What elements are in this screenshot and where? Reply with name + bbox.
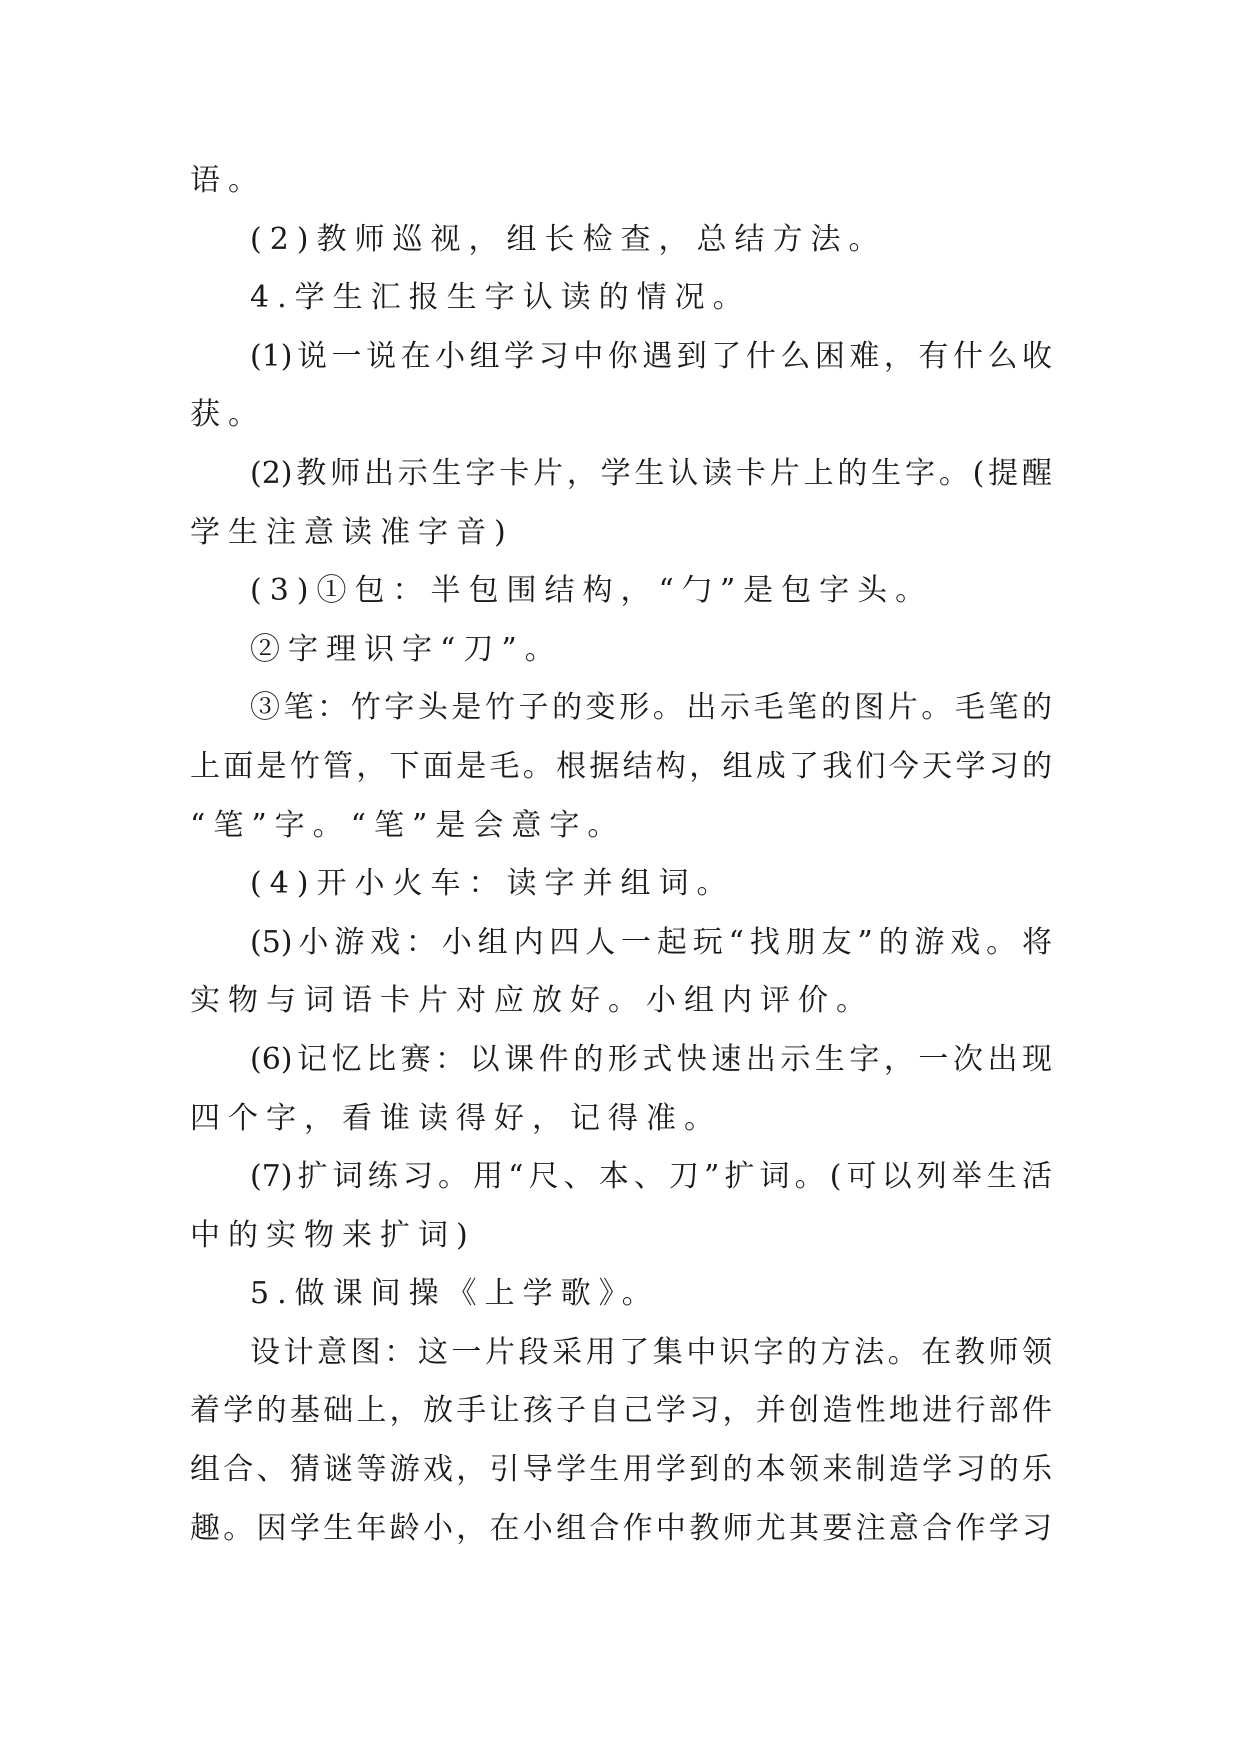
text-line: 实物与词语卡片对应放好。小组内评价。 — [190, 983, 874, 1019]
text-line: (2)教师出示生字卡片，学生认读卡片上的生字。(提醒 — [250, 455, 1052, 491]
text-line: ③笔：竹字头是竹子的变形。出示毛笔的图片。毛笔的 — [250, 690, 1052, 726]
text-line: 4.学生汇报生字认读的情况。 — [250, 280, 751, 316]
text-line: 语。 — [190, 163, 266, 198]
text-line: (5)小游戏：小组内四人一起玩“找朋友”的游戏。将 — [250, 924, 1052, 960]
text-line: “笔”字。“笔”是会意字。 — [190, 807, 626, 843]
text-line: (1)说一说在小组学习中你遇到了什么困难，有什么收 — [250, 338, 1052, 374]
text-line: 中的实物来扩词) — [190, 1217, 476, 1253]
text-line: 5.做课间操《上学歌》。 — [250, 1276, 660, 1312]
text-line: 设计意图：这一片段采用了集中识字的方法。在教师领 — [250, 1334, 1052, 1370]
text-line: ②字理识字“刀”。 — [250, 631, 563, 667]
text-line: 组合、猜谜等游戏，引导学生用学到的本领来制造学习的乐 — [190, 1452, 1052, 1488]
text-line: (4)开小火车：读字并组词。 — [250, 866, 735, 902]
text-line: 上面是竹管，下面是毛。根据结构，组成了我们今天学习的 — [190, 748, 1052, 784]
text-line: 四个字，看谁读得好，记得准。 — [190, 1100, 722, 1136]
text-line: 学生注意读准字音) — [190, 514, 514, 550]
text-line: (3)①包：半包围结构，“勹”是包字头。 — [250, 573, 934, 609]
text-line: (2)教师巡视，组长检查，总结方法。 — [250, 221, 887, 257]
text-line: (6)记忆比赛：以课件的形式快速出示生字，一次出现 — [250, 1041, 1052, 1077]
text-line: (7)扩词练习。用“尺、本、刀”扩词。(可以列举生活 — [250, 1159, 1052, 1195]
document-page — [190, 152, 1052, 1558]
text-line: 趣。因学生年龄小，在小组合作中教师尤其要注意合作学习 — [190, 1510, 1052, 1546]
text-line: 着学的基础上，放手让孩子自己学习，并创造性地进行部件 — [190, 1393, 1052, 1429]
text-line: 获。 — [190, 397, 266, 433]
